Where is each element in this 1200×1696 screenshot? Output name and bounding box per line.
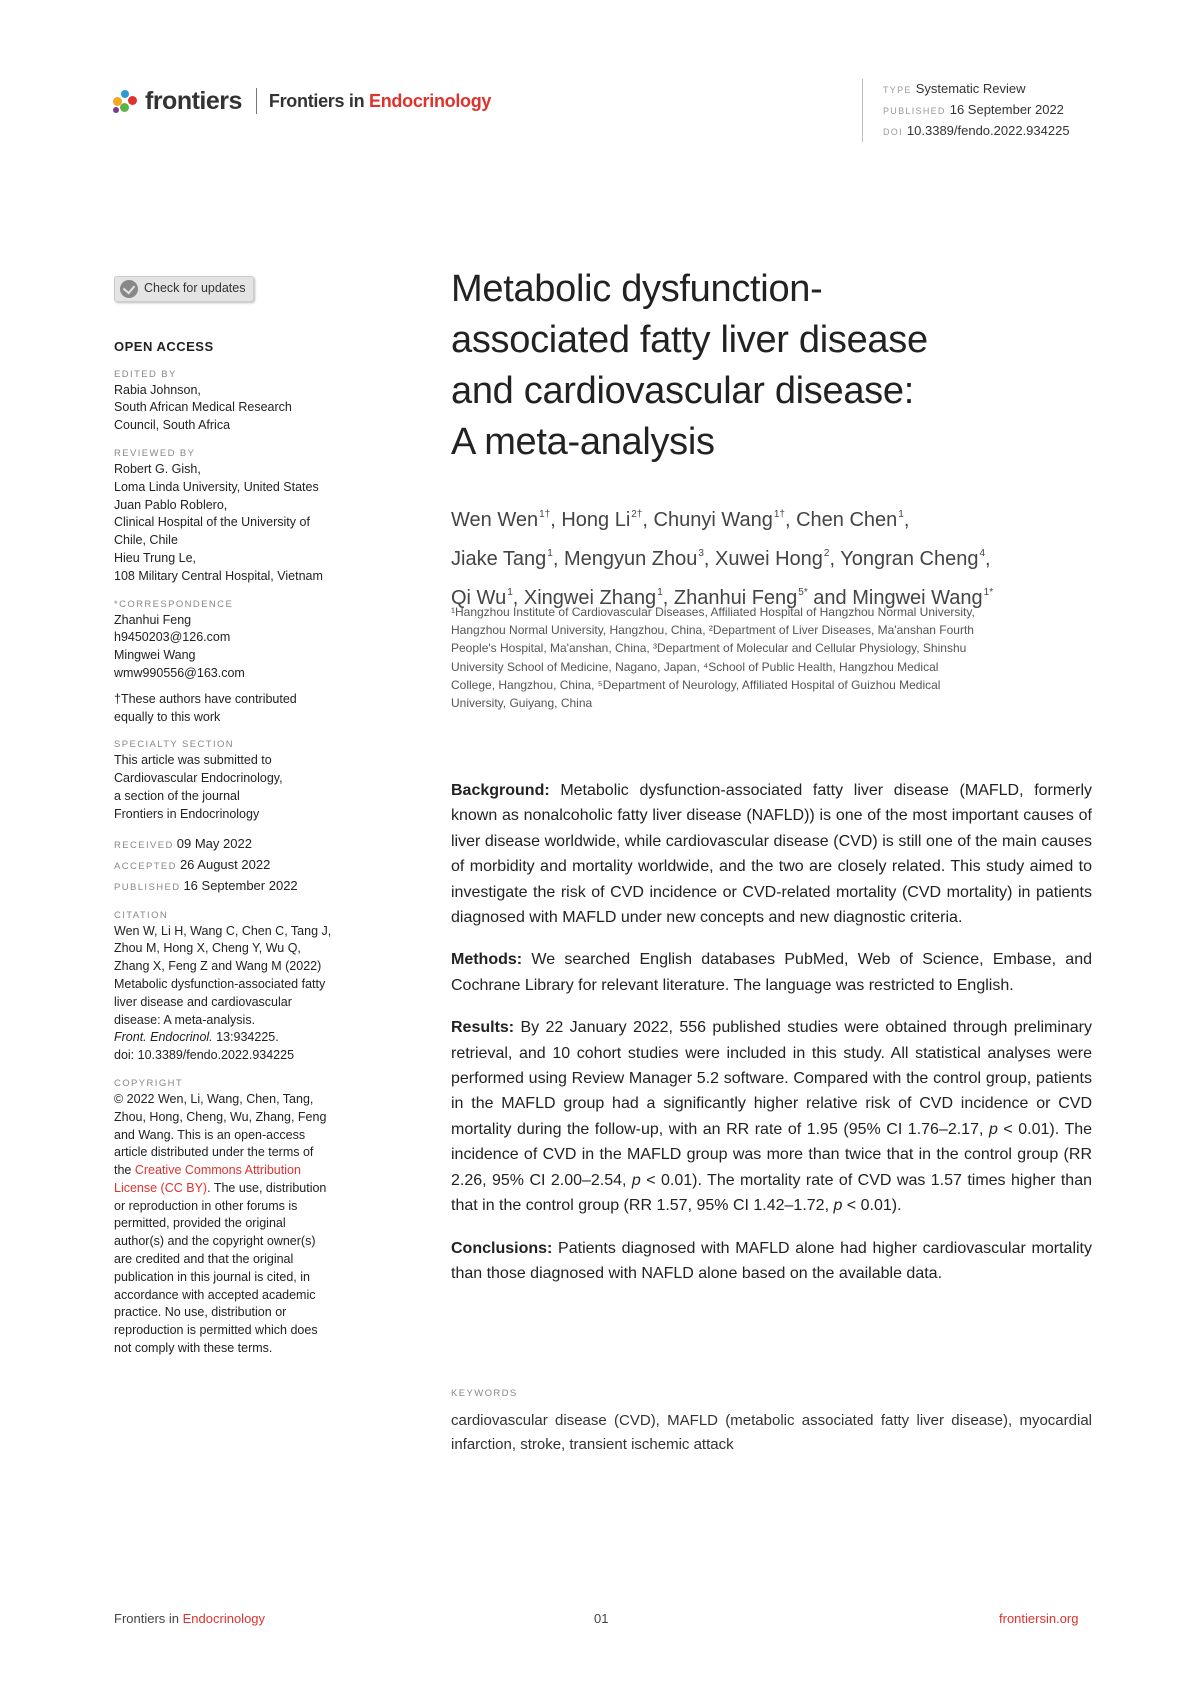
sidebar bbox=[114, 276, 364, 1358]
abstract bbox=[451, 778, 1092, 1303]
email-link-wang[interactable]: wmw990556@163.com bbox=[114, 665, 245, 680]
author-line: Wen Wen$^{1\dagger}$, Hong $Li^{2\dagger}$, Chunyi Wang$^{1\dagger}$, Chen Chen$^1$, bbox=[451, 509, 910, 531]
email-link-feng[interactable]: h9450203@126.com bbox=[114, 630, 231, 645]
keywords: cardiovascular disease (CVD), MAFLD (metabolic associated fatty liver disease), myocardial infarction, stroke, transient ischemic attack bbox=[451, 1412, 1092, 1453]
meta-type: TYPE Systematic Review bbox=[883, 81, 1026, 96]
specialty-section-label: SPECIALTY SECTION bbox=[114, 739, 235, 751]
author-name: Qi Wu bbox=[451, 587, 507, 609]
journal-name: Frontiers in Endocrinology bbox=[268, 90, 492, 111]
meta-published: PUBLISHED 16 September 2022 bbox=[883, 102, 1064, 117]
frontiersin-link[interactable]: frontiersin.org bbox=[999, 1611, 1079, 1626]
cc-license-link-cont[interactable]: License (CC BY) bbox=[114, 1180, 208, 1195]
equal-contribution-note: †These authors have contributed equally to this work bbox=[114, 691, 297, 724]
correspondence: Zhanhui Feng h9450203@126.com Mingwei Wang wmw990556@163.com bbox=[114, 612, 364, 683]
copyright-label: COPYRIGHT bbox=[114, 1077, 184, 1089]
correspondence-label: *CORRESPONDENCE bbox=[114, 598, 234, 610]
author-name: , Xingwei Zhang bbox=[512, 587, 657, 609]
author-name: , Hong Li bbox=[550, 509, 631, 531]
author-line: Jiake Tang$^1$, Mengyun Zhou$^3$, Xuwei Hong$^2$, Yongran Cheng$^4$, bbox=[451, 548, 991, 570]
author-list bbox=[451, 498, 1101, 615]
keywords-label: KEYWORDS bbox=[451, 1388, 518, 1399]
logo-divider bbox=[256, 88, 257, 114]
copyright: © 2022 Wen, Li, Wang, Chen, Tang, Zhou, Hong, Cheng, Wu, Zhang, Feng and Wang. This is an open-access article distributed under the terms of the Creative Commons Attribution License (CC BY). The use, distribution or reproduction in other forums is permitted, provided the original author(s) and the copyright owner(s) are credited and that the original publication in this journal is cited, in accordance with accepted academic practice. No use, distribution or reproduction is permitted which does not comply with these terms. bbox=[114, 1091, 327, 1356]
citation-doi-link[interactable]: doi: 10.3389/fendo.2022.934225 bbox=[114, 1048, 295, 1063]
author-name: , Mengyun Zhou bbox=[552, 548, 698, 570]
abstract-background: Background: Metabolic dysfunction-associated fatty liver disease (MAFLD, formerly known as nonalcoholic fatty liver disease (NAFLD)) is one of the most important causes of liver disease worldwide, while cardiovascular disease (CVD) is still one of the main causes of morbidity and mortality worldwide, and the two are closely related. This study aimed to investigate the risk of CVD incidence or CVD-related mortality (CVD mortality) in patients diagnosed with MAFLD under new concepts and new diagnostic criteria. bbox=[451, 782, 1092, 927]
cc-license-link[interactable]: Creative Commons Attribution bbox=[134, 1163, 301, 1178]
article-meta bbox=[862, 79, 1070, 142]
frontiers-logo-icon bbox=[113, 88, 139, 114]
affiliations: ¹Hangzhou Institute of Cardiovascular Diseases, Affiliated Hospital of Hangzhou Normal University, Hangzhou Normal University, Hangzhou, China, ²Department of Liver Diseases, Ma'anshan Fourth People's Hospital, Ma'anshan, China, ³Department of Molecular and Cellular Physiology, Shinshu University School of Medicine, Nagano, Japan, ⁴School of Public Health, Hangzhou Medical College, Hangzhou, China, ⁵Department of Neurology, Affiliated Hospital of Guizhou Medical University, Guiyang, China bbox=[451, 605, 975, 711]
received-date: RECEIVED 09 May 2022 bbox=[114, 835, 252, 851]
meta-doi: DOI 10.3389/fendo.2022.934225 bbox=[883, 123, 1070, 138]
accepted-date: ACCEPTED 26 August 2022 bbox=[114, 856, 271, 872]
specialty-section: This article was submitted to Cardiovascular Endocrinology, a section of the journal Frontiers in Endocrinology bbox=[114, 753, 283, 821]
citation-label: CITATION bbox=[114, 909, 169, 921]
author-line: Qi Wu$^1$, Xingwei Zhang$^1$, Zhanhui Feng$^{5*}$ and Mingwei Wang$^{1*}$ bbox=[451, 587, 994, 609]
author-name: and Mingwei Wang bbox=[807, 587, 983, 609]
citation: Wen W, Li H, Wang C, Chen C, Tang J, Zhou M, Hong X, Cheng Y, Wu Q, Zhang X, Feng Z and Wang M (2022) Metabolic dysfunction-associated fatty liver disease and cardiovascular disease: A meta-analysis. Front. Endocrinol. 13:934225. doi: 10.3389/fendo.2022.934225 bbox=[114, 923, 364, 1065]
published-date: PUBLISHED 16 September 2022 bbox=[114, 877, 298, 893]
author-name: Jiake Tang bbox=[451, 548, 547, 570]
author-name: , Xuwei Hong bbox=[703, 548, 823, 570]
edited-by-label: EDITED BY bbox=[114, 368, 177, 380]
open-access-label: OPEN ACCESS bbox=[114, 338, 214, 354]
edited-by: Rabia Johnson, South African Medical Research Council, South Africa bbox=[114, 382, 292, 433]
page-number: 01 bbox=[594, 1611, 609, 1626]
author-name: , Yongran Cheng bbox=[829, 548, 979, 570]
reviewed-by-label: REVIEWED BY bbox=[114, 447, 196, 459]
check-for-updates-button[interactable]: Check for updates bbox=[114, 276, 254, 302]
frontiers-logo[interactable] bbox=[113, 84, 491, 118]
article-dates bbox=[114, 834, 364, 897]
author-name: , Zhanhui Feng bbox=[662, 587, 798, 609]
check-updates-icon bbox=[120, 280, 138, 298]
abstract-results: Results: By 22 January 2022, 556 published studies were obtained through preliminary retrieval, and 10 cohort studies were included in this study. All statistical analyses were performed using Review Manager 5.2 software. Compared with the control group, patients in the MAFLD group had a significantly higher relative risk of CVD incidence or CVD mortality during the follow-up, with an RR rate of 1.95 (95% CI 1.76–2.17, p < 0.01). The incidence of CVD in the MAFLD group was more than twice that in the control group (RR 2.26, 95% CI 2.00–2.54, p < 0.01). The mortality rate of CVD was 1.57 times higher than that in the control group (RR 1.57, 95% CI 1.42–1.72, p < 0.01). bbox=[451, 1019, 1093, 1215]
abstract-conclusions: Conclusions: Patients diagnosed with MAFLD alone had higher cardiovascular mortality than those diagnosed with NAFLD alone based on the available data. bbox=[451, 1239, 1092, 1282]
author-name: Wen Wen bbox=[451, 509, 539, 531]
article-title: Metabolic dysfunction- associated fatty liver disease and cardiovascular disease: A meta-analysis bbox=[451, 268, 928, 463]
logo-wordmark: frontiers bbox=[145, 86, 242, 115]
author-name: , Chunyi Wang bbox=[642, 509, 773, 531]
footer-journal: Frontiers in Endocrinology bbox=[114, 1611, 266, 1626]
author-name: , Chen Chen bbox=[784, 509, 898, 531]
reviewed-by: Robert G. Gish, Loma Linda University, United States Juan Pablo Roblero, Clinical Hospital of the University of Chile, Chile Hieu Trung Le, 108 Military Central Hospital, Vietnam bbox=[114, 461, 323, 583]
abstract-methods: Methods: We searched English databases PubMed, Web of Science, Embase, and Cochrane Library for relevant literature. The language was restricted to English. bbox=[451, 951, 1092, 994]
